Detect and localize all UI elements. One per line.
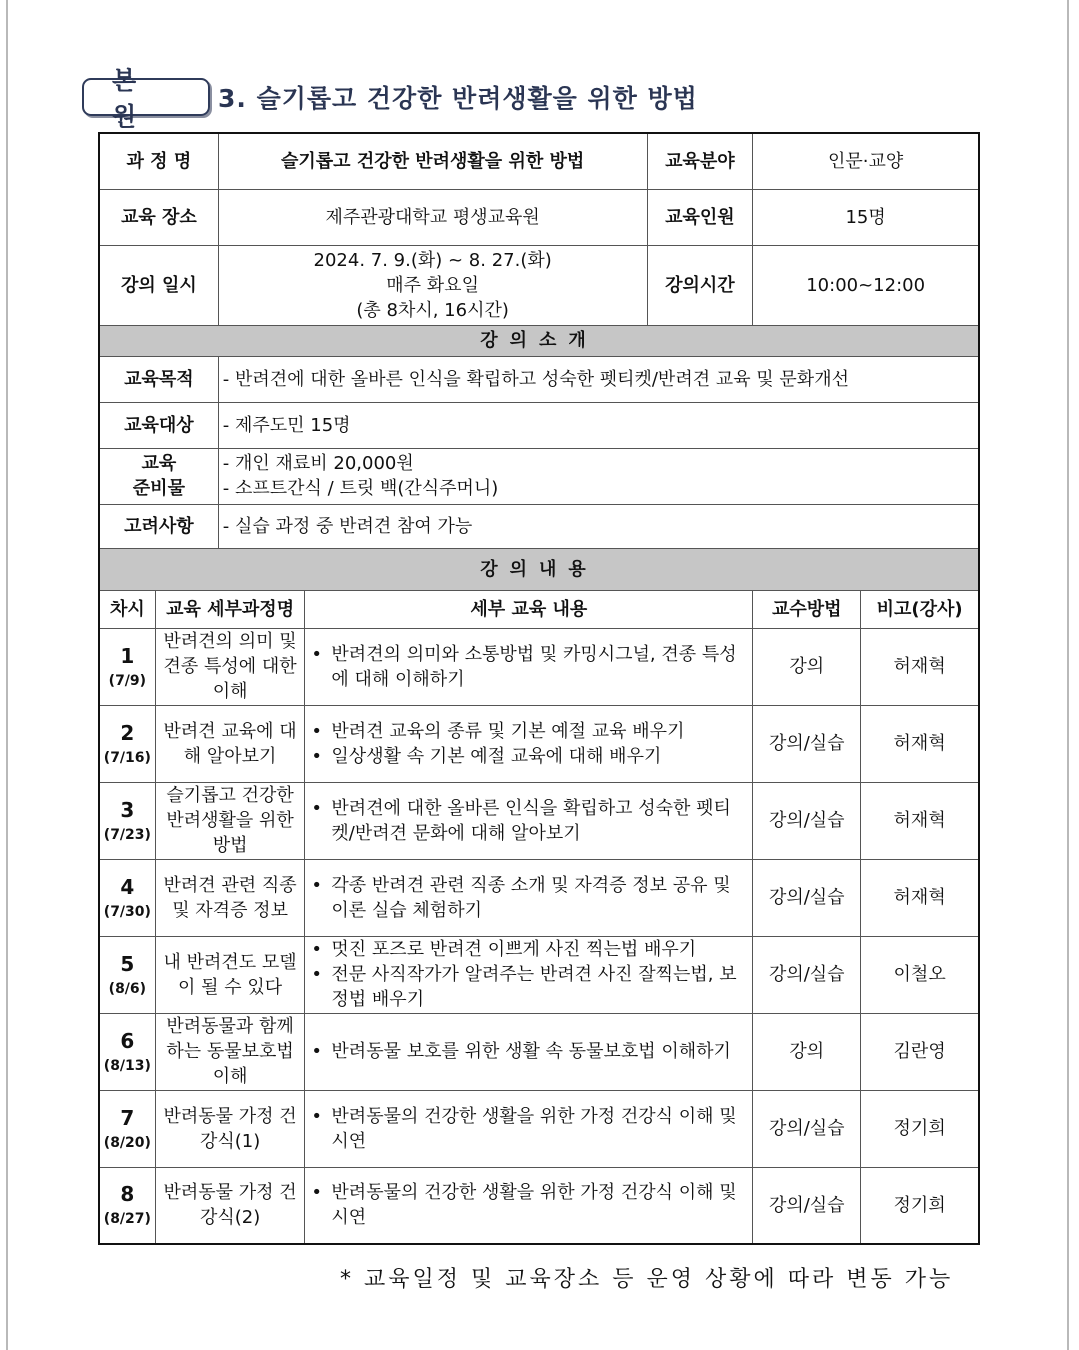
session-number: 3 bbox=[120, 797, 135, 822]
col-header-title: 교육 세부과정명 bbox=[155, 590, 305, 628]
detail-item: • 반려견 교육의 종류 및 기본 예절 교육 배우기 bbox=[311, 719, 748, 744]
info-row-course bbox=[99, 133, 979, 189]
target-value: - 제주도민 15명 bbox=[218, 402, 979, 448]
session-teacher: 이철오 bbox=[861, 936, 979, 1013]
session-number: 7 bbox=[120, 1105, 135, 1130]
session-method: 강의 bbox=[753, 1013, 861, 1090]
session-details bbox=[305, 859, 753, 936]
session-details bbox=[305, 1013, 753, 1090]
session-cell bbox=[99, 1167, 155, 1244]
session-date: (8/13) bbox=[103, 1057, 151, 1074]
prep-value-line1: - 개인 재료비 20,000원 bbox=[222, 453, 414, 474]
session-details bbox=[305, 705, 753, 782]
detail-item: • 멋진 포즈로 반려견 이쁘게 사진 찍는법 배우기 bbox=[311, 937, 748, 962]
session-number: 4 bbox=[120, 874, 135, 899]
session-cell bbox=[99, 859, 155, 936]
intro-row-prep bbox=[99, 448, 979, 504]
footnote: * 교육일정 및 교육장소 등 운영 상황에 따라 변동 가능 bbox=[340, 1267, 954, 1292]
course-label: 과 정 명 bbox=[99, 133, 218, 189]
detail-list bbox=[309, 1180, 748, 1230]
info-row-date bbox=[99, 245, 979, 325]
date-label: 강의 일시 bbox=[99, 245, 218, 325]
people-label: 교육인원 bbox=[647, 189, 753, 245]
session-number: 1 bbox=[120, 643, 135, 668]
col-header-details: 세부 교육 내용 bbox=[305, 590, 753, 628]
session-date: (7/9) bbox=[108, 672, 147, 689]
intro-row-target bbox=[99, 402, 979, 448]
intro-row-purpose bbox=[99, 356, 979, 402]
detail-list bbox=[309, 1039, 748, 1064]
consider-value: - 실습 과정 중 반려견 참여 가능 bbox=[218, 504, 979, 548]
session-date: (8/20) bbox=[103, 1134, 151, 1151]
session-teacher: 허재혁 bbox=[861, 705, 979, 782]
content-body bbox=[99, 628, 979, 1244]
detail-list bbox=[309, 937, 748, 1012]
detail-list bbox=[309, 642, 748, 692]
page-title: 3. 슬기롭고 건강한 반려생활을 위한 방법 bbox=[218, 84, 698, 113]
session-date: (8/6) bbox=[108, 980, 147, 997]
detail-item: • 일상생활 속 기본 예절 교육에 대해 배우기 bbox=[311, 744, 748, 769]
detail-list bbox=[309, 796, 748, 846]
detail-item: • 각종 반려견 관련 직종 소개 및 자격증 정보 공유 및 이론 실습 체험하기 bbox=[311, 873, 748, 923]
session-teacher: 허재혁 bbox=[861, 628, 979, 705]
session-cell bbox=[99, 936, 155, 1013]
session-details bbox=[305, 1090, 753, 1167]
session-title: 내 반려견도 모델이 될 수 있다 bbox=[155, 936, 305, 1013]
session-method: 강의/실습 bbox=[753, 782, 861, 859]
content-header-row bbox=[99, 590, 979, 628]
session-method: 강의 bbox=[753, 628, 861, 705]
table-row bbox=[99, 628, 979, 705]
intro-row-consider bbox=[99, 504, 979, 548]
table-row bbox=[99, 1090, 979, 1167]
content-section-title: 강의내용 bbox=[99, 548, 979, 590]
prep-label-line1: 교육 bbox=[141, 453, 177, 474]
session-cell bbox=[99, 705, 155, 782]
session-details bbox=[305, 628, 753, 705]
session-cell bbox=[99, 1013, 155, 1090]
course-table bbox=[98, 132, 980, 1245]
date-value bbox=[218, 245, 647, 325]
session-number: 5 bbox=[120, 951, 135, 976]
table-row bbox=[99, 1167, 979, 1244]
session-details bbox=[305, 936, 753, 1013]
session-method: 강의/실습 bbox=[753, 859, 861, 936]
time-label: 강의시간 bbox=[647, 245, 753, 325]
date-weekday: 매주 화요일 bbox=[386, 274, 479, 296]
section-header bbox=[82, 66, 698, 131]
detail-item: • 반려동물의 건강한 생활을 위한 가정 건강식 이해 및 시연 bbox=[311, 1104, 748, 1154]
col-header-method: 교수방법 bbox=[753, 590, 861, 628]
date-total: (총 8차시, 16시간) bbox=[356, 299, 509, 321]
col-header-teacher: 비고(강사) bbox=[861, 590, 979, 628]
session-details bbox=[305, 782, 753, 859]
session-number: 8 bbox=[120, 1182, 135, 1207]
prep-label bbox=[99, 448, 218, 504]
table-row bbox=[99, 859, 979, 936]
session-title: 반려동물 가정 건강식(1) bbox=[155, 1090, 305, 1167]
prep-value-line2: - 소프트간식 / 트릿 백(간식주머니) bbox=[222, 478, 499, 499]
detail-item: • 반려동물의 건강한 생활을 위한 가정 건강식 이해 및 시연 bbox=[311, 1180, 748, 1230]
session-date: (7/16) bbox=[103, 749, 151, 766]
date-range: 2024. 7. 9.(화) ~ 8. 27.(화) bbox=[313, 249, 552, 271]
detail-item: • 전문 사직작가가 알려주는 반려견 사진 잘찍는법, 보정법 배우기 bbox=[311, 962, 748, 1012]
session-title: 반려동물 가정 건강식(2) bbox=[155, 1167, 305, 1244]
session-details bbox=[305, 1167, 753, 1244]
detail-item: • 반려동물 보호를 위한 생활 속 동물보호법 이해하기 bbox=[311, 1039, 748, 1064]
people-value: 15명 bbox=[753, 189, 979, 245]
detail-list bbox=[309, 719, 748, 769]
session-number: 6 bbox=[120, 1028, 135, 1053]
time-value: 10:00~12:00 bbox=[753, 245, 979, 325]
prep-label-line2: 준비물 bbox=[132, 478, 185, 499]
purpose-value: - 반려견에 대한 올바른 인식을 확립하고 성숙한 펫티켓/반려견 교육 및 문화개선 bbox=[218, 356, 979, 402]
intro-section-title: 강의소개 bbox=[99, 325, 979, 356]
campus-badge: 본원 bbox=[82, 78, 210, 116]
session-teacher: 허재혁 bbox=[861, 782, 979, 859]
table-row bbox=[99, 1013, 979, 1090]
detail-list bbox=[309, 873, 748, 923]
prep-value bbox=[218, 448, 979, 504]
detail-list bbox=[309, 1104, 748, 1154]
field-label: 교육분야 bbox=[647, 133, 753, 189]
session-title: 반려견의 의미 및 견종 특성에 대한 이해 bbox=[155, 628, 305, 705]
table-row bbox=[99, 782, 979, 859]
session-method: 강의/실습 bbox=[753, 705, 861, 782]
session-teacher: 허재혁 bbox=[861, 859, 979, 936]
session-date: (7/30) bbox=[103, 903, 151, 920]
field-value: 인문·교양 bbox=[753, 133, 979, 189]
place-value: 제주관광대학교 평생교육원 bbox=[218, 189, 647, 245]
detail-item: • 반려견에 대한 올바른 인식을 확립하고 성숙한 펫티켓/반려견 문화에 대해 알아보기 bbox=[311, 796, 748, 846]
session-cell bbox=[99, 1090, 155, 1167]
course-value: 슬기롭고 건강한 반려생활을 위한 방법 bbox=[218, 133, 647, 189]
session-title: 슬기롭고 건강한 반려생활을 위한 방법 bbox=[155, 782, 305, 859]
session-method: 강의/실습 bbox=[753, 1090, 861, 1167]
target-label: 교육대상 bbox=[99, 402, 218, 448]
session-title: 반려견 교육에 대해 알아보기 bbox=[155, 705, 305, 782]
session-teacher: 정기희 bbox=[861, 1167, 979, 1244]
content-section-header bbox=[99, 548, 979, 590]
session-number: 2 bbox=[120, 720, 135, 745]
table-row bbox=[99, 936, 979, 1013]
session-cell bbox=[99, 782, 155, 859]
place-label: 교육 장소 bbox=[99, 189, 218, 245]
session-teacher: 김란영 bbox=[861, 1013, 979, 1090]
consider-label: 고려사항 bbox=[99, 504, 218, 548]
session-title: 반려동물과 함께하는 동물보호법 이해 bbox=[155, 1013, 305, 1090]
purpose-label: 교육목적 bbox=[99, 356, 218, 402]
session-method: 강의/실습 bbox=[753, 1167, 861, 1244]
session-title: 반려견 관련 직종 및 자격증 정보 bbox=[155, 859, 305, 936]
col-header-no: 차시 bbox=[99, 590, 155, 628]
table-row bbox=[99, 705, 979, 782]
session-date: (7/23) bbox=[103, 826, 151, 843]
session-teacher: 정기희 bbox=[861, 1090, 979, 1167]
detail-item: • 반려견의 의미와 소통방법 및 카밍시그널, 견종 특성에 대해 이해하기 bbox=[311, 642, 748, 692]
info-row-place bbox=[99, 189, 979, 245]
session-date: (8/27) bbox=[103, 1211, 151, 1228]
intro-section-header bbox=[99, 325, 979, 356]
session-method: 강의/실습 bbox=[753, 936, 861, 1013]
session-cell bbox=[99, 628, 155, 705]
